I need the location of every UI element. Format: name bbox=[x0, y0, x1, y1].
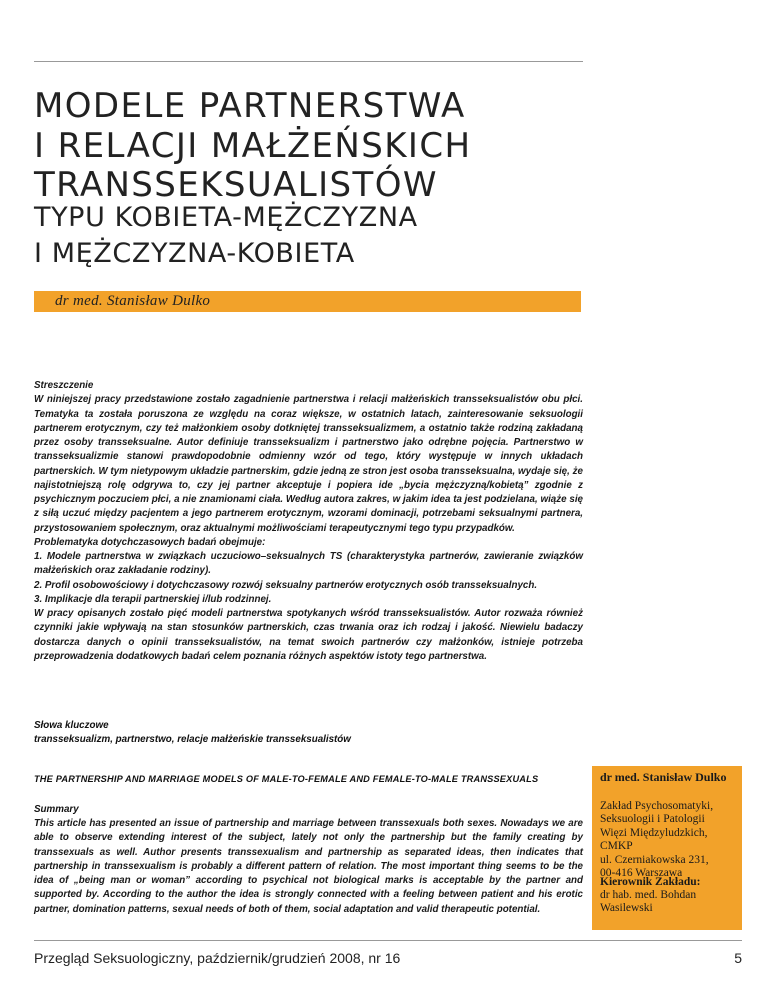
abstract-item-1: 1. Modele partnerstwa w związkach uczuciowo–seksualnych TS (charakterystyka partnerów, zawieranie związków małżeńskich oraz zakładanie rodziny). bbox=[34, 551, 583, 577]
affiliation-line: Seksuologii i Patologii bbox=[600, 813, 705, 826]
abstract bbox=[34, 379, 583, 664]
abstract-label: Streszczenie bbox=[34, 380, 94, 391]
sidebar-head-name: dr hab. med. Bohdan Wasilewski bbox=[600, 889, 697, 915]
summary-label: Summary bbox=[34, 804, 79, 815]
abstract-item-3: 3. Implikacje dla terapii partnerskiej i/lub rodzinnej. bbox=[34, 593, 272, 605]
title-line-3: TRANSSEKSUALISTÓW bbox=[34, 165, 438, 205]
sidebar-author: dr med. Stanisław Dulko bbox=[600, 770, 727, 784]
abstract-paragraph: W niniejszej pracy przedstawione zostało zagadnienie partnerstwa i relacji małżeńskich transseksualistów obu płci. Tematyka ta została poruszona ze względu na coraz większe, w ostatnich latach, zainteresowanie seksuologii partnerem erotycznym, czy też małżonkiem osoby dotkniętej transseksualizmem, a ostatnio także rodziną zakładaną przez osoby transseksualne. Autor definiuje transseksualizm i partnerstwo jako odrębne pojęcia. Partnerstwo w transseksualizmie stanowi prawdopodobnie odmienny wzór od tego, który występuje w innych układach partnerskich. W tym nietypowym układzie partnerskim, gdzie jedną ze stron jest osoba transseksualna, wydaje się, że najistotniejszą rolę odgrywa to, czy jej partner akceptuje i popiera ide „bycia mężczyzną/kobietą” zgodnie z psychicznym poczuciem płci, a nie znamionami ciała. Według autora zakres, w jakim idea ta jest podzielana, wiąże się z siłą uczuć między pacjentem a jego partnerem erotycznym, wzorami dominacji, potrzebami seksualnymi partnera, przystosowaniem społecznym, oraz aktualnymi możliwościami terapeutycznymi tego typu przypadków. bbox=[34, 394, 583, 534]
footer-rule bbox=[34, 940, 742, 941]
affiliation-line: ul. Czerniakowska 231, bbox=[600, 853, 709, 866]
title-line-2: I RELACJI MAŁŻEŃSKICH bbox=[34, 126, 472, 166]
title-line-4: TYPU KOBIETA-MĘŻCZYZNA bbox=[34, 202, 418, 233]
sidebar-head-label: Kierownik Zakładu: bbox=[600, 876, 701, 888]
affiliation-line: Zakład Psychosomatyki, bbox=[600, 800, 714, 812]
keywords-label: Słowa kluczowe bbox=[34, 720, 109, 731]
sidebar-affiliation bbox=[600, 800, 740, 880]
summary-text: This article has presented an issue of partnership and marriage between transsexuals both sexes. Nowadays we are able to observe extending interest of the subject, lately not only the partnership but the family creating by transsexuals as well. Author presents transsexualism and partnership as separated ideas, then indicates that partnership in transsexualism is probably a different pattern of relation. The most important thing seems to be the idea of „being man or woman” according to psychical not biological marks is acceptable by the partner and supported by. According to the author the idea is strongly connected with a feeling between patient and his erotic partner, domination patterns, sexual needs of both of them, social adaptation and valid therapeutic potential. bbox=[34, 818, 583, 915]
abstract-problems-intro: Problematyka dotychczasowych badań obejmuje: bbox=[34, 536, 266, 548]
keywords-text: transseksualizm, partnerstwo, relacje małżeńskie transseksualistów bbox=[34, 734, 351, 745]
top-rule bbox=[34, 61, 583, 62]
title-line-1: MODELE PARTNERSTWA bbox=[34, 86, 466, 126]
english-title: THE PARTNERSHIP AND MARRIAGE MODELS OF MALE-TO-FEMALE AND FEMALE-TO-MALE TRANSSEXUALS bbox=[34, 774, 539, 784]
affiliation-line: Więzi Międzyludzkich, bbox=[600, 826, 708, 839]
abstract-item-2: 2. Profil osobowościowy i dotychczasowy rozwój seksualny partnerów erotycznych osób transseksualnych. bbox=[34, 579, 538, 591]
journal-footer: Przegląd Seksuologiczny, październik/grudzień 2008, nr 16 bbox=[34, 950, 401, 966]
title-line-5: I MĘŻCZYZNA-KOBIETA bbox=[34, 238, 355, 269]
affiliation-line: CMKP bbox=[600, 840, 633, 853]
author-bar: dr med. Stanisław Dulko bbox=[34, 291, 581, 312]
affiliation-line: 00-416 Warszawa bbox=[600, 867, 683, 880]
abstract-closing: W pracy opisanych zostało pięć modeli partnerstwa spotykanych wśród transseksualistów. Autor rozważa również czynniki jakie wpływają na stan stosunków partnerskich, czas trwania oraz ich rodzaj i jakość. Niewielu badaczy dostarcza danych o opinii transseksualistów, na temat swoich partnerów czy małżonków, istnieje potrzeba przeprowadzenia dodatkowych badań celem poznania różnych aspektów istoty tego partnerstwa. bbox=[34, 608, 583, 662]
author-info-box bbox=[592, 766, 742, 930]
page-number: 5 bbox=[734, 950, 742, 966]
